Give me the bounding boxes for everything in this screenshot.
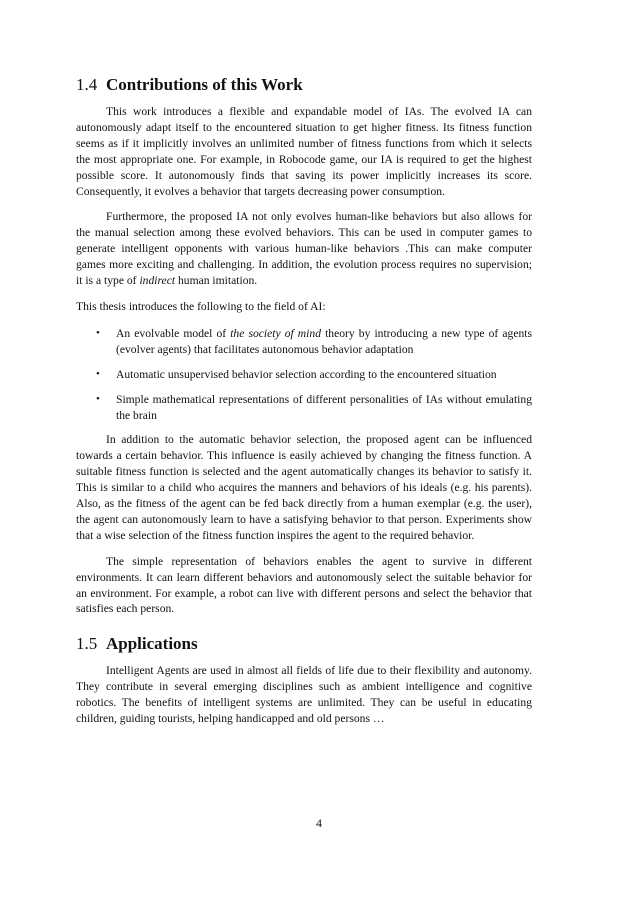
list-item-text: An evolvable model of	[116, 326, 231, 340]
bullet-icon: •	[96, 326, 100, 339]
paragraph-text: human imitation.	[175, 274, 258, 288]
list-item-text: theory by introducing a new type of agents (evolver agents) that facilitates autonomous behavior adaptation	[116, 326, 532, 356]
paragraph: This thesis introduces the following to the field of AI:	[76, 299, 326, 313]
paragraph	[76, 209, 532, 289]
paragraph: Intelligent Agents are used in almost all fields of life due to their flexibility and autonomy. They contribute in several emerging disciplines such as ambient intelligence and cognitive robotics. The benefits of intelligent systems are unlimited. They can be useful in educating children, guiding tourists, helping handicapped and old persons …	[76, 664, 532, 726]
section-title: Contributions of this Work	[106, 75, 303, 94]
bullet-icon: •	[96, 367, 100, 380]
list-item	[76, 367, 532, 383]
emphasis-text: the society of mind	[230, 326, 321, 340]
section-title: Applications	[106, 634, 198, 654]
paragraph: In addition to the automatic behavior selection, the proposed agent can be influenced towards a certain behavior. This influence is easily achieved by changing the fitness function. A suitable fitness function is selected and the agent automatically changes its behavior to satisfy it. This is similar to a child who acquires the manners and behaviors of his ideals (e.g. his parents). Also, as the fitness of the agent can be fed back directly from a human exemplar (e.g. the user), the agent can autonomously learn to have a satisfying behavior to that person. Experiments show that a wise selection of the fitness function inspires the agent to the required behavior.	[76, 433, 532, 542]
list-item-text: Automatic unsupervised behavior selection according to the encountered situation	[116, 367, 497, 381]
list-item-text: Simple mathematical representations of different personalities of IAs without emulating the brain	[116, 392, 532, 422]
page-content	[76, 74, 532, 737]
section-number: 1.4	[76, 75, 98, 94]
section-heading-contributions	[76, 74, 532, 96]
paragraph-text: Furthermore, the proposed IA not only evolves human-like behaviors but also allows for the manual selection among these evolved behaviors. This can be used in computer games to generate intelligent opponents with various human-like behaviors .This can make computer games more exciting and challenging. In addition, the evolution process requires no supervision; it is a type of	[76, 210, 532, 288]
emphasis-text: indirect	[139, 274, 176, 288]
paragraph: The simple representation of behaviors enables the agent to survive in different environments. It can learn different behaviors and autonomously select the suitable behavior for an environment. For example, a robot can live with different persons and select the behavior that satisfies each person.	[76, 554, 532, 616]
section-number: 1.5	[76, 634, 98, 654]
bullet-icon: •	[96, 392, 100, 405]
section-heading-applications	[76, 633, 532, 655]
paragraph: This work introduces a flexible and expandable model of IAs. The evolved IA can autonomously adapt itself to the encountered situation to get higher fitness. Its fitness function seems as if it implicitly involves an unlimited number of fitness functions from which it selects the most appropriate one. For example, in Robocode game, our IA is required to get the highest possible score. It autonomously finds that saving its power implicitly increases its score. Consequently, it evolves a behavior that targets decreasing power consumption.	[76, 105, 532, 198]
list-item	[76, 392, 532, 424]
list-item	[76, 326, 532, 358]
contribution-list	[76, 326, 532, 424]
page-number: 4	[316, 816, 322, 830]
